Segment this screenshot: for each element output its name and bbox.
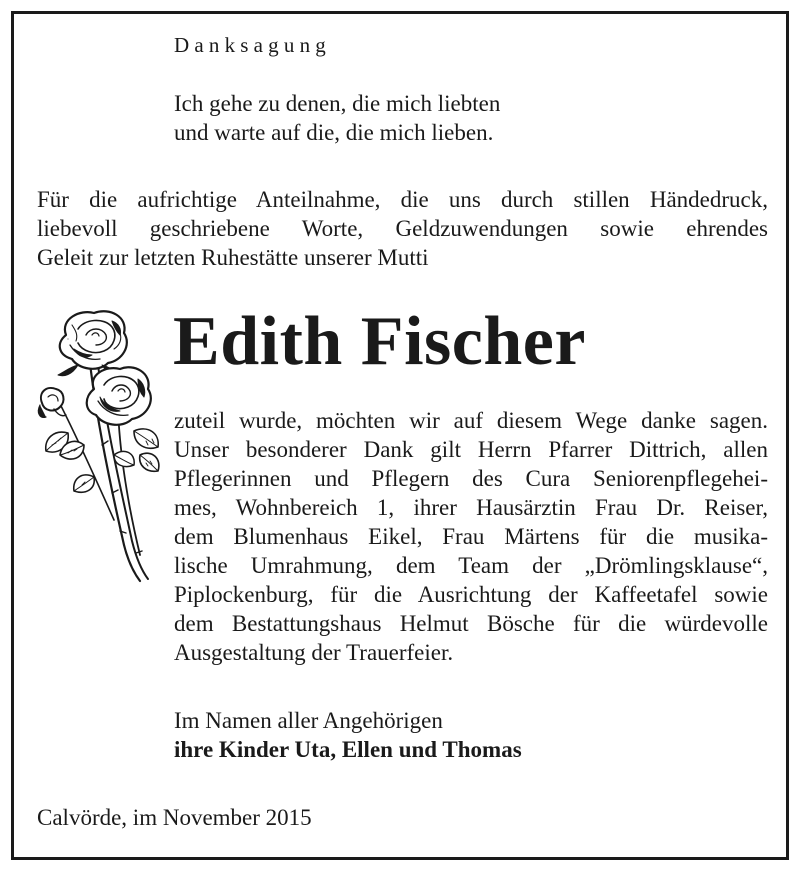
body-line-4: mes, Wohnbereich 1, ihrer Hausärztin Frau Dr. Reiser, (174, 495, 768, 520)
body-line-2: Unser besonderer Dank gilt Herrn Pfarrer Dittrich, allen (174, 437, 768, 462)
notice-heading: Danksagung (174, 33, 331, 57)
body-line-9: Ausgestaltung der Trauerfeier. (174, 640, 454, 665)
intro-line-3: Geleit zur letzten Ruhestätte unserer Mutti (37, 245, 429, 270)
deceased-name: Edith Fischer (173, 303, 586, 380)
body-line-5: dem Blumenhaus Eikel, Frau Märtens für die musika- (174, 524, 768, 549)
signature-line-1: Im Namen aller Angehörigen (174, 708, 443, 733)
intro-line-1: Für die aufrichtige Anteilnahme, die uns durch stillen Händedruck, (37, 187, 768, 212)
body-line-3: Pflegerinnen und Pflegern des Cura Seniorenpflegehei- (174, 466, 768, 491)
body-line-1: zuteil wurde, möchten wir auf diesem Wege danke sagen. (174, 408, 768, 433)
body-line-8: dem Bestattungshaus Helmut Bösche für die würdevolle (174, 611, 768, 636)
motto-line-1: Ich gehe zu denen, die mich liebten (174, 91, 501, 116)
intro-line-2: liebevoll geschriebene Worte, Geldzuwendungen sowie ehrendes (37, 216, 768, 241)
body-line-6: lische Umrahmung, dem Team der „Drömlingsklause“, (174, 553, 768, 578)
motto-line-2: und warte auf die, die mich lieben. (174, 120, 494, 145)
place-date: Calvörde, im November 2015 (37, 805, 312, 830)
signature-line-2: ihre Kinder Uta, Ellen und Thomas (174, 737, 522, 762)
roses-icon (28, 305, 163, 585)
body-line-7: Piplockenburg, für die Ausrichtung der Kaffeetafel sowie (174, 582, 768, 607)
